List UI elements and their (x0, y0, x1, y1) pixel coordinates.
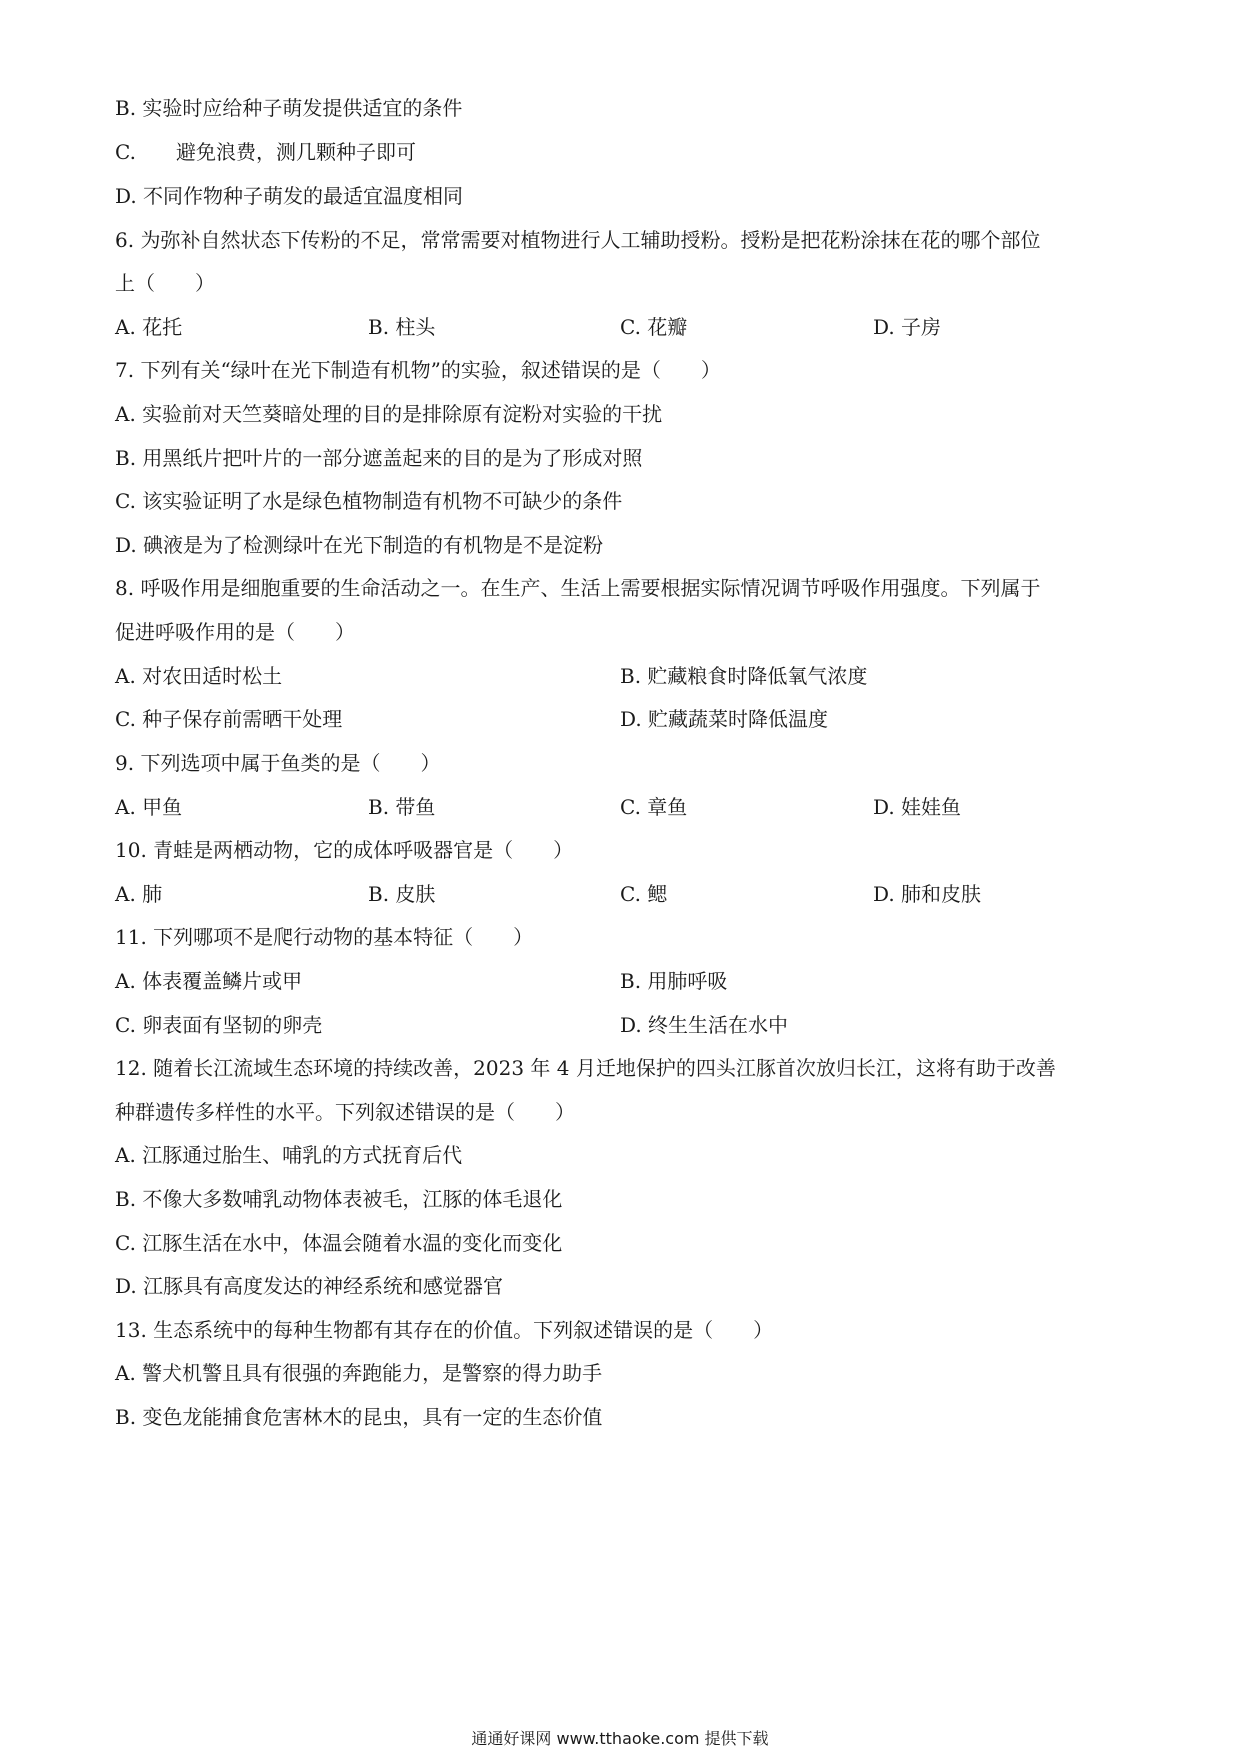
q7-option-b: B. 用黑纸片把叶片的一部分遮盖起来的目的是为了形成对照 (115, 446, 643, 470)
q9-option-d: D. 娃娃鱼 (873, 795, 962, 819)
q6-option-d: D. 子房 (873, 315, 942, 339)
q11-option-a: A. 体表覆盖鳞片或甲 (115, 969, 303, 993)
q5-option-d: D. 不同作物种子萌发的最适宜温度相同 (115, 184, 464, 208)
q12-stem-line2: 种群遗传多样性的水平。下列叙述错误的是（ ） (115, 1100, 575, 1124)
q10-option-d: D. 肺和皮肤 (873, 882, 982, 906)
page-footer: 通通好课网 www.tthaoke.com 提供下载 (471, 1729, 769, 1748)
q6-option-a: A. 花托 (115, 315, 183, 339)
q11-option-d: D. 终生生活在水中 (620, 1013, 789, 1037)
q10-option-c: C. 鳃 (620, 882, 668, 906)
q5-option-c: C. 避免浪费，测几颗种子即可 (115, 140, 416, 164)
q12-option-a: A. 江豚通过胎生、哺乳的方式抚育后代 (115, 1143, 463, 1167)
q12-option-b: B. 不像大多数哺乳动物体表被毛，江豚的体毛退化 (115, 1187, 563, 1211)
q10-option-b: B. 皮肤 (368, 882, 436, 906)
q8-stem-line1: 8. 呼吸作用是细胞重要的生命活动之一。在生产、生活上需要根据实际情况调节呼吸作用强度。下列属于 (115, 576, 1041, 600)
q7-option-a: A. 实验前对天竺葵暗处理的目的是排除原有淀粉对实验的干扰 (115, 402, 663, 426)
q8-stem-line2: 促进呼吸作用的是（ ） (115, 620, 355, 644)
q11-stem: 11. 下列哪项不是爬行动物的基本特征（ ） (115, 925, 534, 949)
q6-stem-line2: 上（ ） (115, 271, 215, 295)
q8-option-c: C. 种子保存前需晒干处理 (115, 707, 343, 731)
q7-option-c: C. 该实验证明了水是绿色植物制造有机物不可缺少的条件 (115, 489, 623, 513)
q10-stem: 10. 青蛙是两栖动物，它的成体呼吸器官是（ ） (115, 838, 574, 862)
q11-option-c: C. 卵表面有坚韧的卵壳 (115, 1013, 323, 1037)
q10-option-a: A. 肺 (115, 882, 163, 906)
q12-stem-line1: 12. 随着长江流域生态环境的持续改善，2023 年 4 月迁地保护的四头江豚首次放归长江，这将有助于改善 (115, 1056, 1056, 1080)
q7-stem: 7. 下列有关“绿叶在光下制造有机物”的实验，叙述错误的是（ ） (115, 358, 721, 382)
q9-stem: 9. 下列选项中属于鱼类的是（ ） (115, 751, 441, 775)
q9-option-c: C. 章鱼 (620, 795, 688, 819)
q6-option-c: C. 花瓣 (620, 315, 688, 339)
q6-option-b: B. 柱头 (368, 315, 436, 339)
q12-option-d: D. 江豚具有高度发达的神经系统和感觉器官 (115, 1274, 504, 1298)
q9-option-b: B. 带鱼 (368, 795, 436, 819)
q13-stem: 13. 生态系统中的每种生物都有其存在的价值。下列叙述错误的是（ ） (115, 1318, 774, 1342)
q8-option-d: D. 贮藏蔬菜时降低温度 (620, 707, 829, 731)
q5-option-b: B. 实验时应给种子萌发提供适宜的条件 (115, 96, 463, 120)
q13-option-b: B. 变色龙能捕食危害林木的昆虫，具有一定的生态价值 (115, 1405, 603, 1429)
q11-option-b: B. 用肺呼吸 (620, 969, 728, 993)
q9-option-a: A. 甲鱼 (115, 795, 183, 819)
q7-option-d: D. 碘液是为了检测绿叶在光下制造的有机物是不是淀粉 (115, 533, 604, 557)
q13-option-a: A. 警犬机警且具有很强的奔跑能力，是警察的得力助手 (115, 1361, 603, 1385)
q6-stem-line1: 6. 为弥补自然状态下传粉的不足，常常需要对植物进行人工辅助授粉。授粉是把花粉涂抹在花的哪个部位 (115, 228, 1041, 252)
q12-option-c: C. 江豚生活在水中，体温会随着水温的变化而变化 (115, 1231, 563, 1255)
q8-option-a: A. 对农田适时松土 (115, 664, 283, 688)
q8-option-b: B. 贮藏粮食时降低氧气浓度 (620, 664, 868, 688)
